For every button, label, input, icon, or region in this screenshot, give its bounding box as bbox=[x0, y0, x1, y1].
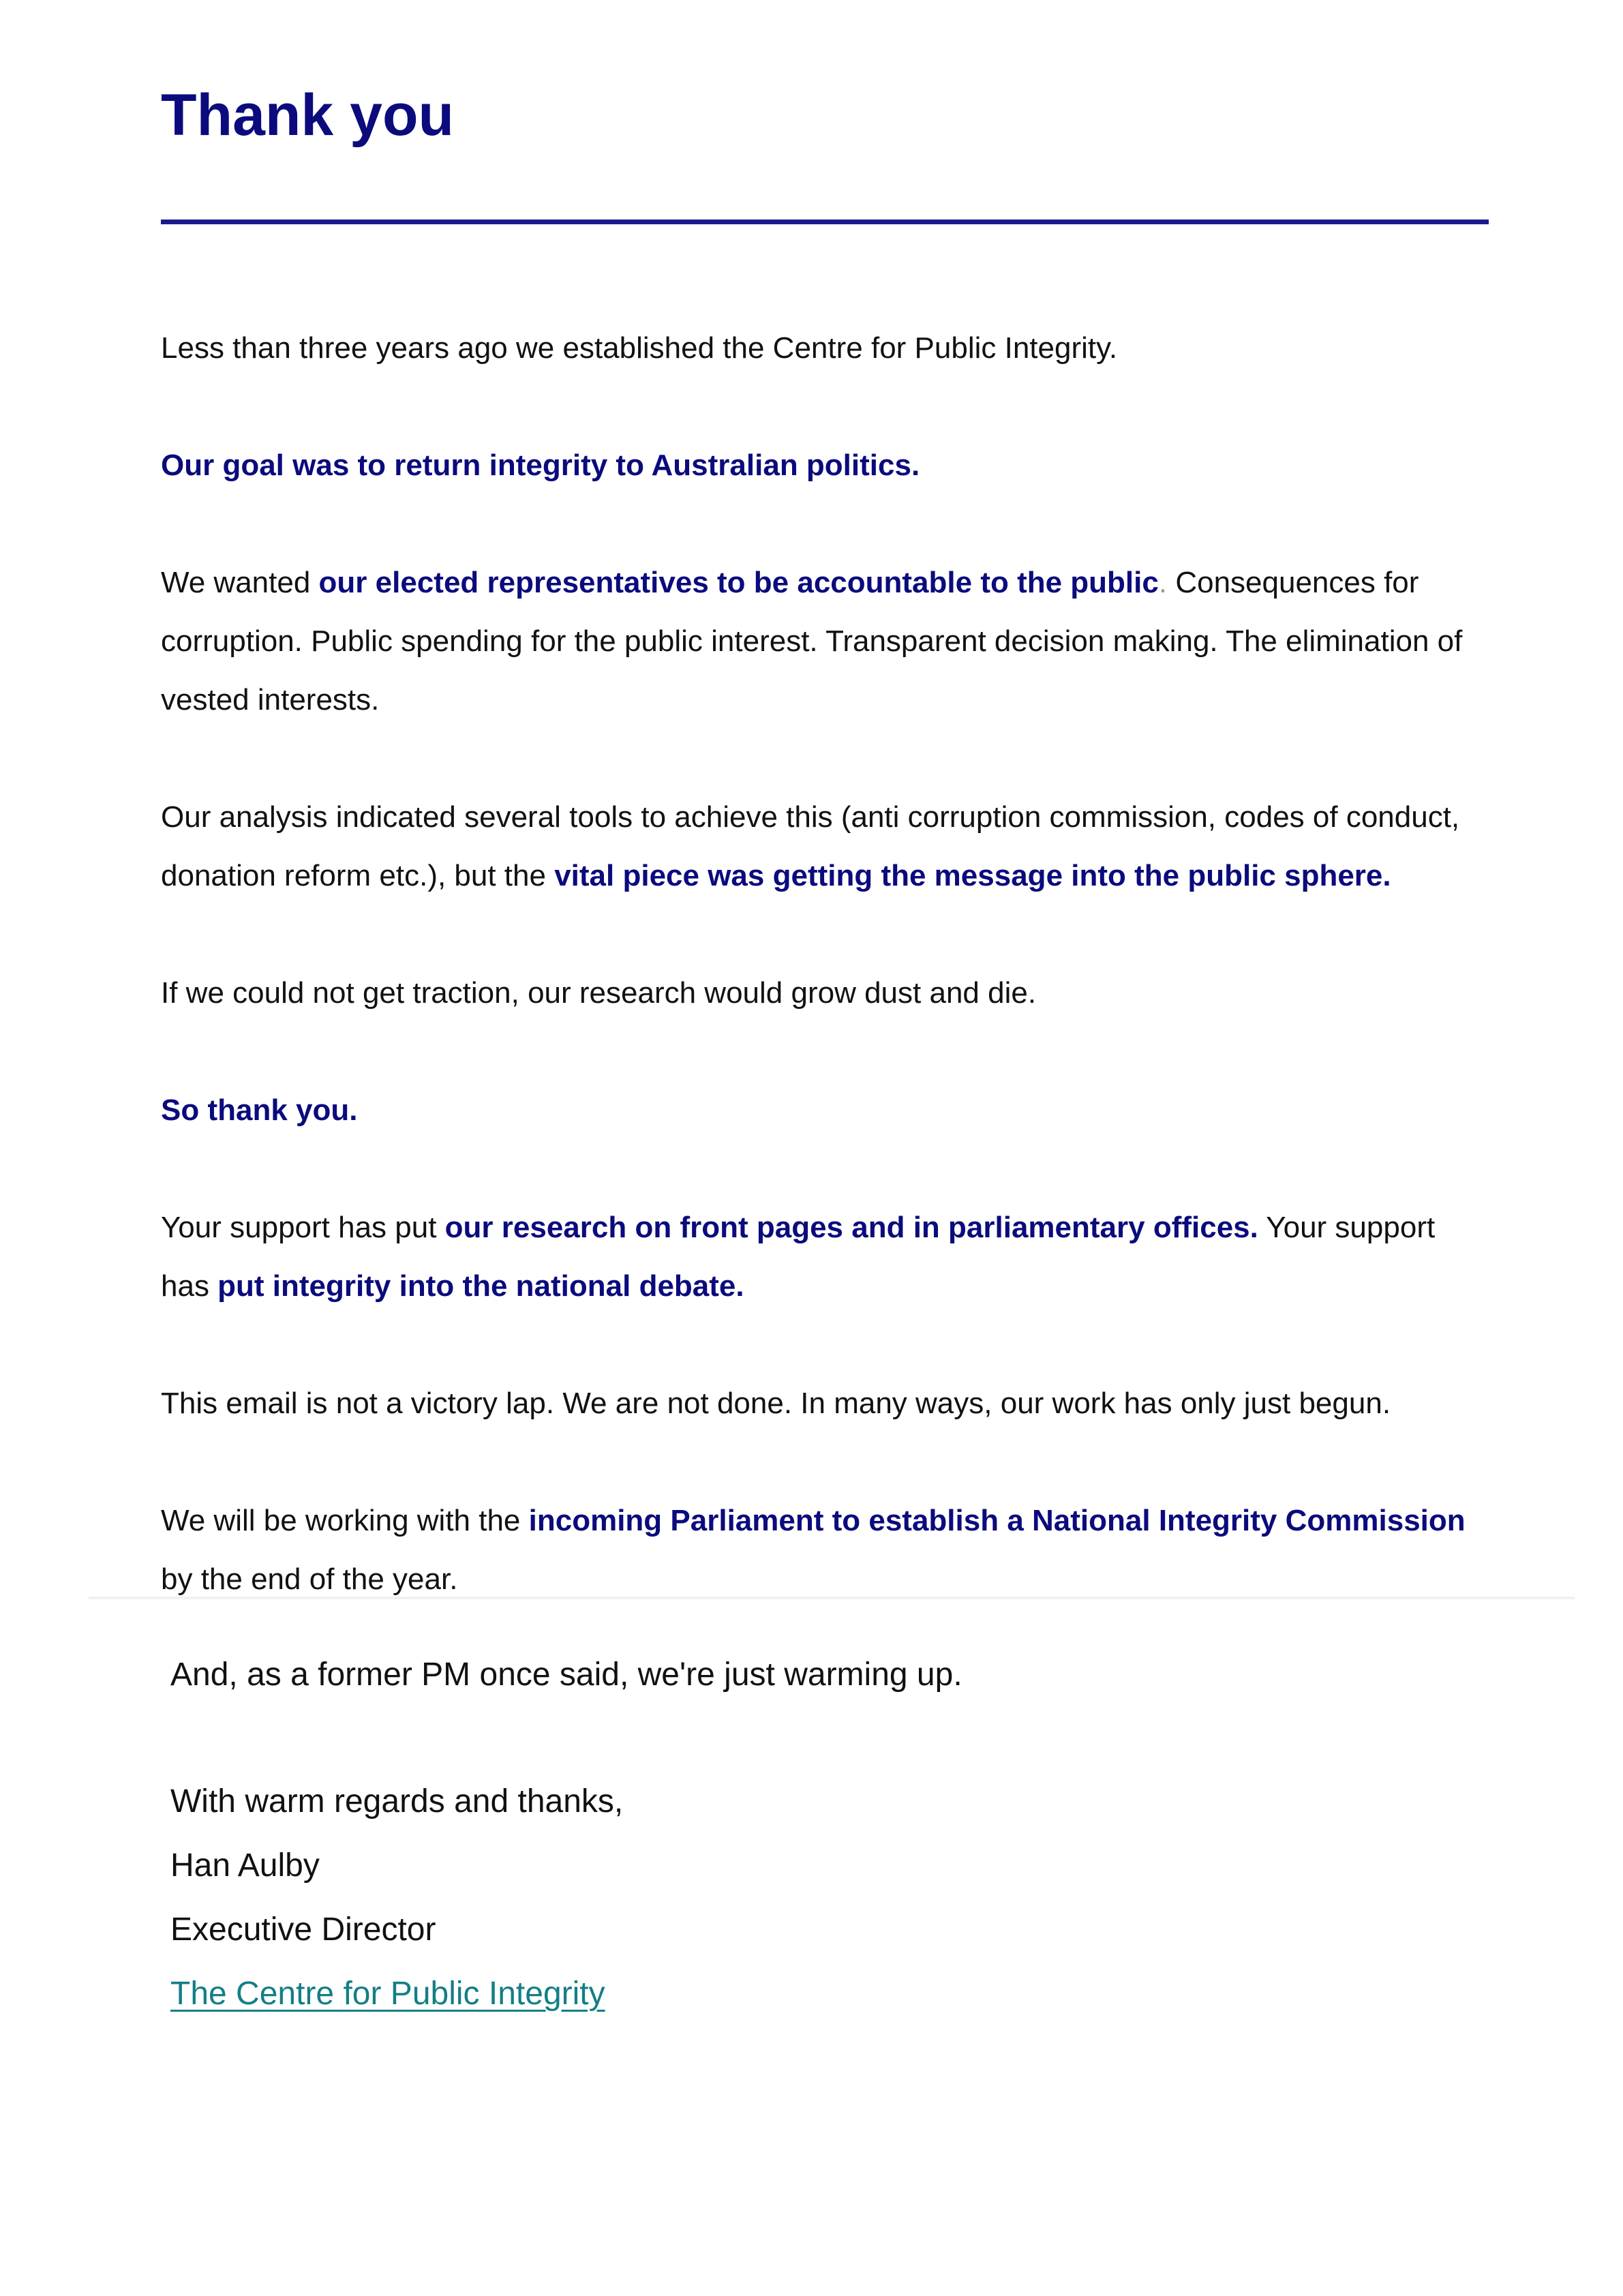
title-divider bbox=[161, 220, 1489, 224]
warming-up-line: And, as a former PM once said, we're just warming up. bbox=[170, 1657, 962, 1693]
victory-lap-text: This email is not a victory lap. We are not done. In many ways, our work has only just begun. bbox=[161, 1387, 1391, 1420]
organization-link[interactable]: The Centre for Public Integrity bbox=[170, 1976, 605, 2012]
paragraph-established bbox=[161, 319, 1490, 378]
paragraph-parliament bbox=[161, 1492, 1490, 1609]
paragraph-wanted bbox=[161, 554, 1490, 729]
signature-role: Executive Director bbox=[170, 1912, 436, 1948]
signature-name: Han Aulby bbox=[170, 1847, 320, 1884]
paragraph-victory-lap bbox=[161, 1374, 1490, 1433]
email-body bbox=[161, 319, 1490, 1609]
closing-spacer bbox=[170, 1707, 1466, 1770]
email-closing bbox=[170, 1643, 1466, 2026]
goal-highlight: Our goal was to return integrity to Australian politics. bbox=[161, 449, 920, 482]
analysis-text: Our analysis indicated several tools to achieve this (anti corruption commission, codes of conduct, donation reform etc.), but the bbox=[161, 800, 1460, 892]
wanted-period: . bbox=[1158, 566, 1168, 599]
section-separator bbox=[89, 1597, 1575, 1599]
accountable-highlight: our elected representatives to be accountable to the public bbox=[318, 566, 1159, 599]
paragraph-support bbox=[161, 1198, 1490, 1316]
paragraph-analysis bbox=[161, 788, 1490, 905]
signoff: With warm regards and thanks, bbox=[170, 1783, 624, 1819]
paragraph-established-text: Less than three years ago we established the Centre for Public Integrity. bbox=[161, 331, 1118, 365]
parliament-text-2: by the end of the year. bbox=[161, 1562, 458, 1596]
paragraph-goal bbox=[161, 436, 1490, 495]
national-debate-highlight: put integrity into the national debate. bbox=[217, 1269, 744, 1303]
wanted-text: We wanted bbox=[161, 566, 319, 599]
signature-org bbox=[170, 1962, 1466, 2026]
consequences-text: Consequences for corruption. Public spending for the public interest. Transparent decision making. The elimination of vested interests. bbox=[161, 566, 1463, 716]
front-pages-highlight: our research on front pages and in parliamentary offices. bbox=[444, 1211, 1258, 1244]
parliament-text-1: We will be working with the bbox=[161, 1504, 529, 1537]
so-thank-you-highlight: So thank you. bbox=[161, 1093, 358, 1127]
traction-text: If we could not get traction, our research would grow dust and die. bbox=[161, 976, 1037, 1010]
paragraph-traction bbox=[161, 964, 1490, 1023]
support-text-2: Your support has bbox=[161, 1211, 1436, 1303]
support-text-1: Your support has put bbox=[161, 1211, 445, 1244]
paragraph-so-thank-you bbox=[161, 1081, 1490, 1140]
commission-highlight: incoming Parliament to establish a National Integrity Commission bbox=[528, 1504, 1466, 1537]
vital-piece-highlight: vital piece was getting the message into the public sphere. bbox=[554, 859, 1391, 892]
page-title: Thank you bbox=[161, 82, 455, 148]
